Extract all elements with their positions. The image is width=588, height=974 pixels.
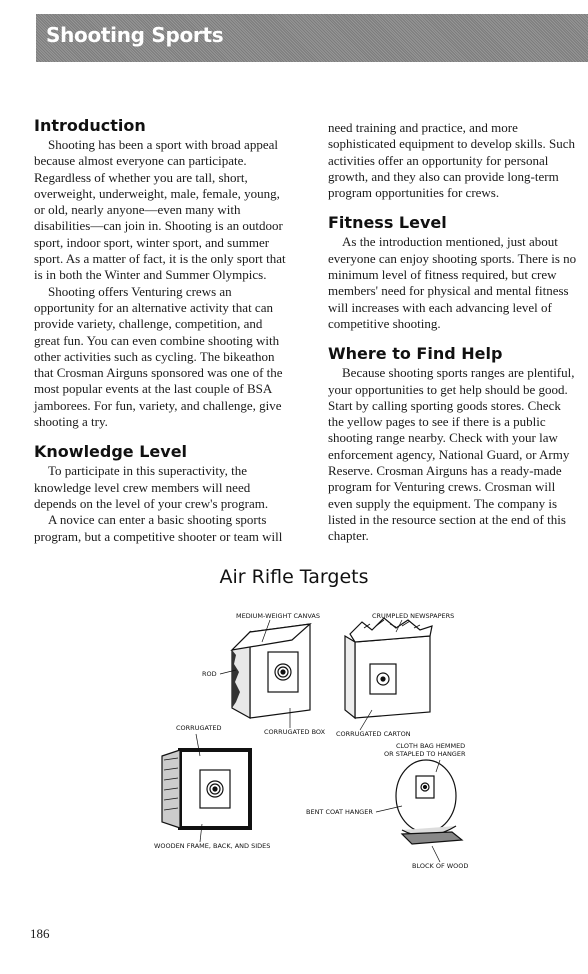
label-box: CORRUGATED BOX (264, 728, 326, 736)
chapter-title: Shooting Sports (46, 23, 224, 47)
label-newspapers: CRUMPLED NEWSPAPERS (372, 612, 455, 620)
section-help (328, 344, 580, 544)
knowledge-paragraph-1: To participate in this superactivity, the knowledge level crew members will need depends on the level of your crew's program. (34, 463, 269, 511)
heading-introduction: Introduction (34, 116, 146, 135)
heading-fitness: Fitness Level (328, 213, 447, 233)
label-wooden: WOODEN FRAME, BACK, AND SIDES (154, 842, 271, 850)
knowledge-paragraph-2: A novice can enter a basic shooting sports program, but a competitive shooter or team will (34, 512, 283, 544)
label-hanger: BENT COAT HANGER (306, 808, 373, 816)
section-knowledge-cont (328, 120, 580, 201)
figure-title: Air Rifle Targets (219, 566, 369, 588)
label-rod: ROD (202, 670, 217, 678)
fitness-paragraph: As the introduction mentioned, just about everyone can enjoy shooting sports. There is no minimum level of fitness required, but crew members' need for physical and mental fitness will increases with each advancing level of competitive shooting. (328, 234, 577, 331)
corrugated-carton-target (345, 618, 432, 718)
intro-paragraph-2: Shooting offers Venturing crews an opportunity for an alternative activity that can provide variety, challenge, competition, and great fun. You can even combine shooting with other activities such as cycling. The bikeathon that Crosman Airguns sponsored was one of the most popular events at the last couple of BSA jamborees. For fun, variety, and challenge, give shooting a try. (34, 283, 283, 430)
label-block: BLOCK OF WOOD (412, 862, 469, 870)
heading-help: Where to Find Help (328, 344, 503, 364)
label-carton: CORRUGATED CARTON (336, 730, 411, 738)
air-rifle-targets-illustration (140, 600, 480, 880)
label-corrugated: CORRUGATED (176, 724, 222, 732)
knowledge-paragraph-2-cont: need training and practice, and more sophisticated equipment to develop skills. Such activities offer an opportunity for personal growth, and they also can provide long-term program opportunities for crews. (328, 120, 575, 201)
chapter-banner (36, 14, 588, 62)
heading-knowledge: Knowledge Level (34, 442, 188, 462)
section-introduction (34, 116, 286, 430)
help-paragraph: Because shooting sports ranges are plentiful, your opportunities to get help should be good. Start by calling sporting goods stores. Check the yellow pages to see if there is a public shooting range nearby. Check with your law enforcement agency, National Guard, or Army Reserve. Crosman Airguns has a ready-made program for Venturing crews. Crosman will even supply the equipment. The company is listed in the resource section at the end of this chapter. (328, 365, 575, 544)
intro-paragraph-1: Shooting has been a sport with broad appeal because almost everyone can participate. Regardless of whether you are tall, short, overweight, underweight, male, female, young, or old, nearly anyone—even many with disabilities—can join in. Shooting is an outdoor sport, indoor sport, winter sport, and summer sport. As a matter of fact, it is the only sport that is in both the Winter and Summer Olympics. (34, 137, 286, 283)
label-cloth-2: OR STAPLED TO HANGER (384, 750, 466, 758)
page-number: 186 (30, 926, 50, 941)
left-column (34, 116, 286, 557)
wooden-frame-target (162, 750, 250, 828)
coat-hanger-target (396, 760, 462, 844)
corrugated-box-target (232, 624, 310, 718)
label-cloth-1: CLOTH BAG HEMMED (396, 742, 466, 750)
right-column (328, 120, 580, 557)
section-fitness (328, 213, 580, 332)
label-canvas: MEDIUM-WEIGHT CANVAS (236, 612, 320, 620)
section-knowledge (34, 442, 286, 544)
